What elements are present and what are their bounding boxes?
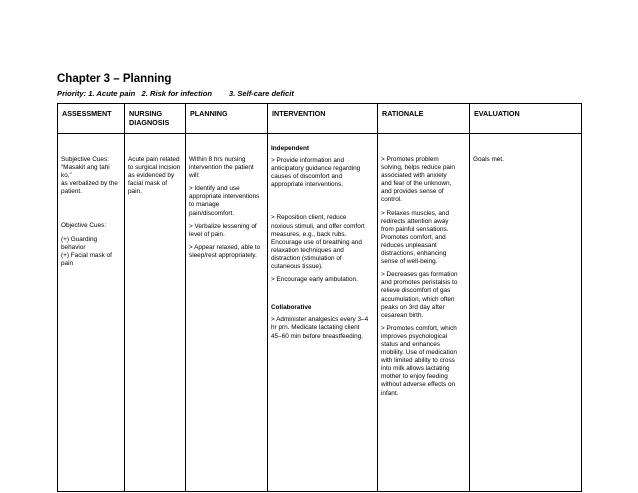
planning-goal: > Appear relaxed, able to sleep/rest appropriately. (189, 243, 261, 259)
chapter-title: Chapter 3 – Planning (57, 73, 172, 85)
header-intervention: INTERVENTION (268, 104, 378, 134)
intervention-item: > Encourage early ambulation. (271, 276, 358, 284)
planning-intro: Within 8 hrs nursing intervention the patient will: (189, 156, 254, 180)
table-header-row (58, 104, 582, 134)
intervention-item: > Administer analgesics every 3–4 hr prn. Medicate lactating client 45–60 min before breastfeeding. (271, 316, 369, 340)
header-evaluation: EVALUATION (470, 104, 582, 134)
collaborative-label: Collaborative (271, 304, 312, 312)
rationale-item: > Relaxes muscles, and redirects attention away from painful sensations. Promotes comfort, and reduces unpleasant distractions, enhancing sense of well-being. (381, 209, 450, 266)
intervention-cell (268, 134, 378, 492)
objective-cues-label: Objective Cues: (61, 222, 107, 230)
header-planning: PLANNING (186, 104, 268, 134)
rationale-item: > Promotes problem solving, helps reduce pain associated with anxiety and fear of the unknown, and provides sense of control. (381, 156, 455, 204)
nursing-diagnosis-text: Acute pain related to surgical incision as evidenced by facial mask of pain. (128, 156, 181, 196)
rationale-cell (378, 134, 470, 492)
rationale-item: > Decreases gas formation and promotes peristalsis to relieve discomfort of gas accumulation, which often peaks on 3rd day after cesarean birth. (381, 271, 458, 319)
nursing-care-plan-table (57, 103, 582, 492)
evaluation-cell (470, 134, 582, 492)
intervention-item: > Reposition client, reduce noxious stimuli, and offer comfort measures, e.g., back rubs. Encourage use of breathing and relaxation techniques and distraction (stimulation of cutaneous tissue). (271, 214, 365, 271)
subjective-cues: Subjective Cues: “Masakit ang tahi ko,” as verbalized by the patient. (61, 156, 118, 196)
header-rationale: RATIONALE (378, 104, 470, 134)
objective-cues: (+) Guarding behavior (+) Facial mask of pain (61, 235, 112, 267)
header-nursing-diagnosis: NURSING DIAGNOSIS (125, 104, 186, 134)
table-row (58, 134, 582, 492)
diagnosis-cell (125, 134, 186, 492)
intervention-item: > Provide information and anticipatory guidance regarding causes of discomfort and appropriate interventions. (271, 157, 361, 189)
planning-goal: > Verbalize lessening of level of pain. (189, 222, 257, 238)
planning-goal: > Identify and use appropriate interventions to manage pain/discomfort. (189, 185, 260, 217)
evaluation-text: Goals met. (473, 156, 504, 163)
independent-label: Independent (271, 145, 309, 152)
priority-line: Priority: 1. Acute pain 2. Risk for infection 3. Self-care deficit (57, 89, 294, 98)
assessment-cell (58, 134, 125, 492)
header-assessment: ASSESSMENT (58, 104, 125, 134)
planning-cell (186, 134, 268, 492)
rationale-item: > Promotes comfort, which improves psychological status and enhances mobility. Use of medication with limited ability to cross into milk allows lactating mother to enjoy feeding without adverse effects on infant. (381, 324, 457, 397)
